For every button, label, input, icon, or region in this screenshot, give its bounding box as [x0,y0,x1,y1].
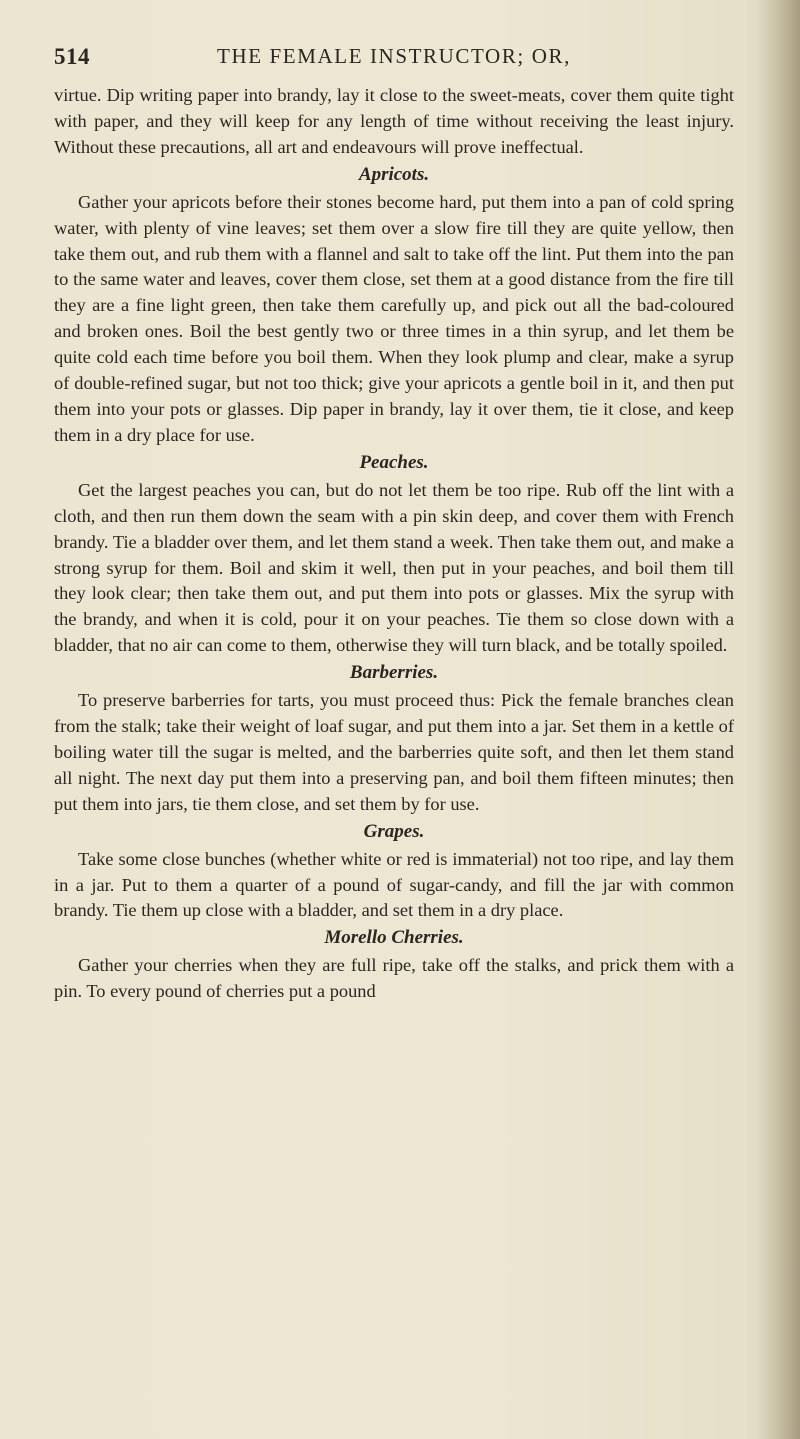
section-text-grapes: Take some close bunches (whether white or red is immaterial) not too ripe, and lay them in a jar. Put to them a quarter of a pound of sugar-candy, and fill the jar with common brandy. Tie them up close with a bladder, and set them in a dry place. [54,848,734,921]
section-text-apricots: Gather your apricots before their stones become hard, put them into a pan of cold spring water, with plenty of vine leaves; set them over a slow fire till they are quite yellow, then take them out, and rub them with a flannel and salt to take off the lint. Put them into the pan to the same water and leaves, cover them close, set them at a good distance from the fire till they are a fine light green, then take them carefully up, and pick out all the bad-coloured and broken ones. Boil the best gently two or three times in a thin syrup, and let them be quite cold each time before you boil them. When they look plump and clear, make a syrup of double-refined sugar, but not too thick; give your apricots a gentle boil in it, and then put them into your pots or glasses. Dip paper in brandy, lay it over them, tie it close, and keep them in a dry place for use. [54,191,734,445]
intro-paragraph: virtue. Dip writing paper into brandy, lay it close to the sweet-meats, cover them quite tight with paper, and they will keep for any length of time without receiving the least injury. Without these precautions, all art and endeavours will prove ineffectual. [54,85,734,157]
section-heading-peaches: Peaches. [359,451,429,473]
page-body [54,83,734,1005]
page-header [54,44,734,72]
section-heading-apricots: Apricots. [358,163,430,185]
section-text-barberries: To preserve barberries for tarts, you must proceed thus: Pick the female branches clean from the stalk; take their weight of loaf sugar, and put them into a jar. Set them in a kettle of boiling water till the sugar is melted, and the barberries quite soft, and then let them stand all night. The next day put them into a preserving pan, and boil them fifteen minutes; then put them into jars, tie them close, and set them by for use. [54,690,734,814]
section-heading-grapes: Grapes. [363,820,425,842]
section-text-morello-cherries: Gather your cherries when they are full ripe, take off the stalks, and prick them with a pin. To every pound of cherries put a pound [54,955,734,1002]
running-head: THE FEMALE INSTRUCTOR; OR, [217,44,571,68]
section-heading-morello-cherries: Morello Cherries. [324,927,464,949]
page-number: 514 [54,44,90,69]
section-text-peaches: Get the largest peaches you can, but do not let them be too ripe. Rub off the lint with a cloth, and then run them down the seam with a pin skin deep, and cover them with French brandy. Tie a bladder over them, and let them stand a week. Then take them out, and make a strong syrup for them. Boil and skim it well, then put in your peaches, and boil them till they look clear; then take them out, and put them into pots or glasses. Mix the syrup with the brandy, and when it is cold, pour it on your peaches. Tie them so close down with a bladder, that no air can come to them, otherwise they will turn black, and be totally spoiled. [54,479,734,656]
section-heading-barberries: Barberries. [349,662,439,684]
page-gutter-shadow [758,0,800,1439]
